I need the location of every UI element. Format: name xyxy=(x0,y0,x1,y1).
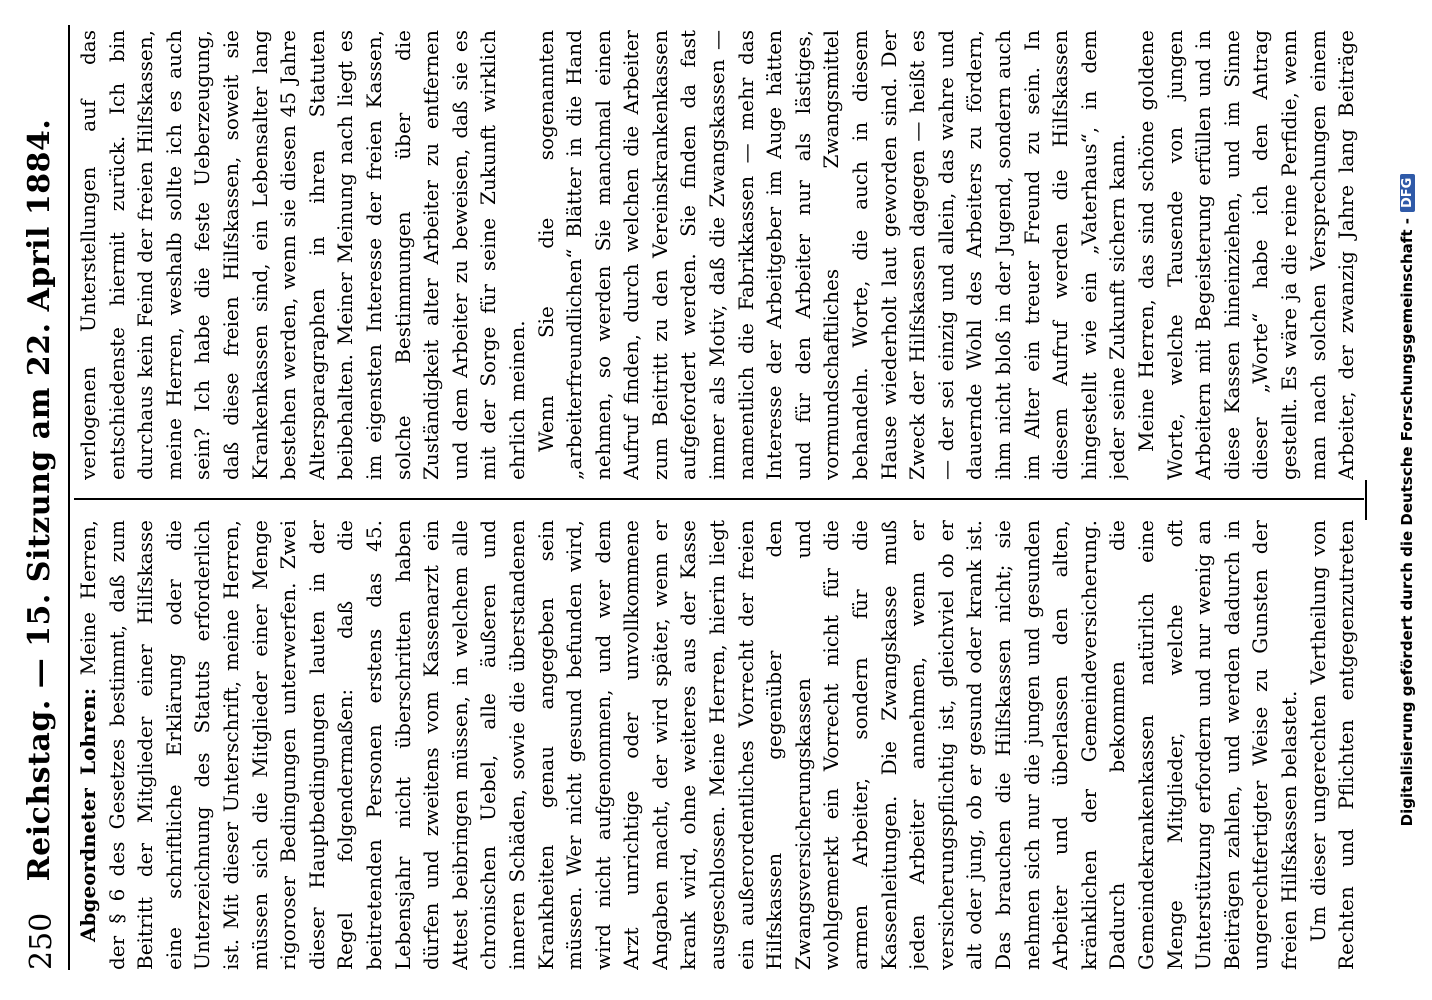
running-head: Reichstag. — 15. Sitzung am 22. April 1884. xyxy=(22,118,57,882)
right-paragraph-1 xyxy=(74,30,532,480)
right-column xyxy=(74,30,1364,480)
right-paragraph-2 xyxy=(532,30,1132,480)
digitization-text: Digitalisierung gefördert durch die Deutsche Forschungsgemeinschaft - xyxy=(1398,218,1416,827)
footer-rule xyxy=(1365,480,1367,520)
paragraph-text: Um dieser ungerechten Vertheilung von Rechten und Pflichten entgegenzutreten xyxy=(1305,520,1359,970)
left-paragraph-1 xyxy=(74,520,1304,970)
digitization-note xyxy=(1398,40,1416,960)
right-paragraph-3 xyxy=(1132,30,1364,480)
paragraph-text: verlogenen Unterstellungen auf das entschiedenste hiermit zurück. Ich bin durchaus kein Feind der freien Hilfskassen, meine Herren, weshalb sollte ich es auch sein? Ich habe die feste Ueberzeugung, daß diese freien Hilfskassen, soweit sie Krankenkassen sind, ein Lebensalter lang bestehen werden, wenn sie diesen 45 Jahre Altersparagraphen in ihren Statuten beibehalten. Meiner Meinung nach liegt es im eigensten Interesse der freien Kassen, solche Bestimmungen über die Zuständigkeit alter Arbeiter zu entfernen und dem Arbeiter zu beweisen, daß sie es mit der Sorge für seine Zukunft wirklich ehrlich meinen. xyxy=(76,30,529,480)
left-column xyxy=(74,520,1364,970)
paragraph-text: Wenn Sie die sogenannten „arbeiterfreundlichen“ Blätter in die Hand nehmen, so werden Sie manchmal einen Aufruf finden, durch welchen die Arbeiter zum Beitritt zu den Vereinskrankenkassen aufgefordert werden. Sie finden da fast immer als Motiv, daß die Zwangskassen — namentlich die Fabrikkassen — mehr das Interesse der Arbeitgeber im Auge hätten und für den Arbeiter nur als lästiges, vormundschaftliches Zwangsmittel behandeln. Worte, die auch in diesem Hause wiederholt laut geworden sind. Der Zweck der Hilfskassen dagegen — heißt es — der sei einzig und allein, das wahre und dauernde Wohl des Arbeiters zu fördern, ihm nicht bloß in der Jugend, sondern auch im Alter ein treuer Freund zu sein. In diesem Aufruf werden die Hilfskassen hingestellt wie ein „Vaterhaus“, in dem jeder seine Zukunft sichern kann. xyxy=(533,30,1130,480)
dfg-logo-badge: DFG xyxy=(1400,174,1415,212)
paragraph-text: Meine Herren, der § 6 des Gesetzes bestimmt, daß zum Beitritt der Mitglieder einer Hilfskasse eine schriftliche Erklärung oder die Unterzeichnung des Statuts erforderlich ist. Mit dieser Unterschrift, meine Herren, müssen sich die Mitglieder einer Menge rigoroser Bedingungen unterwerfen. Zwei dieser Hauptbedingungen lauten in der Regel folgendermaßen: daß die beitretenden Personen erstens das 45. Lebensjahr nicht überschritten haben dürfen und zweitens vom Kassenarzt ein Attest beibringen müssen, in welchem alle chronischen Uebel, alle äußeren und inneren Schäden, sowie die überstandenen Krankheiten genau angegeben sein müssen. Wer nicht gesund befunden wird, wird nicht aufgenommen, und wer dem Arzt unrichtige oder unvollkommene Angaben macht, der wird später, wenn er krank wird, ohne weiteres aus der Kasse ausgeschlossen. Meine Herren, hierin liegt ein außerordentliches Vorrecht der freien Hilfskassen gegenüber den Zwangsversicherungskassen und wohlgemerkt ein Vorrecht nicht für die armen Arbeiter, sondern für die Kassenleitungen. Die Zwangskasse muß jeden Arbeiter annehmen, wenn er versicherungspflichtig ist, gleichviel ob er alt oder jung, ob er gesund oder krank ist. Das brauchen die Hilfskassen nicht; sie nehmen sich nur die jungen und gesunden Arbeiter und überlassen den alten, kränklichen der Gemeindeversicherung. Dadurch bekommen die Gemeindekrankenkassen natürlich eine Menge Mitglieder, welche oft Unterstützung erfordern und nur wenig an Beiträgen zahlen, und werden dadurch in ungerechtfertigter Weise zu Gunsten der freien Hilfskassen belastet. xyxy=(76,520,1301,970)
header-rule xyxy=(68,25,70,970)
left-paragraph-2 xyxy=(1304,520,1364,970)
page-header xyxy=(20,30,66,970)
paragraph-text: Meine Herren, das sind schöne goldene Worte, welche Tausende von jungen Arbeitern mit Begeisterung erfüllen und in diese Kassen hineinziehen, und im Sinne dieser „Worte“ habe ich den Antrag gestellt. Es wäre ja die reine Perfidie, wenn man nach solchen Versprechungen einem Arbeiter, der zwanzig Jahre lang Beiträge xyxy=(1133,30,1359,480)
speaker-name: Abgeordneter Lohren: xyxy=(76,687,100,942)
page-number: 250 xyxy=(24,912,59,970)
column-divider xyxy=(74,498,1364,500)
